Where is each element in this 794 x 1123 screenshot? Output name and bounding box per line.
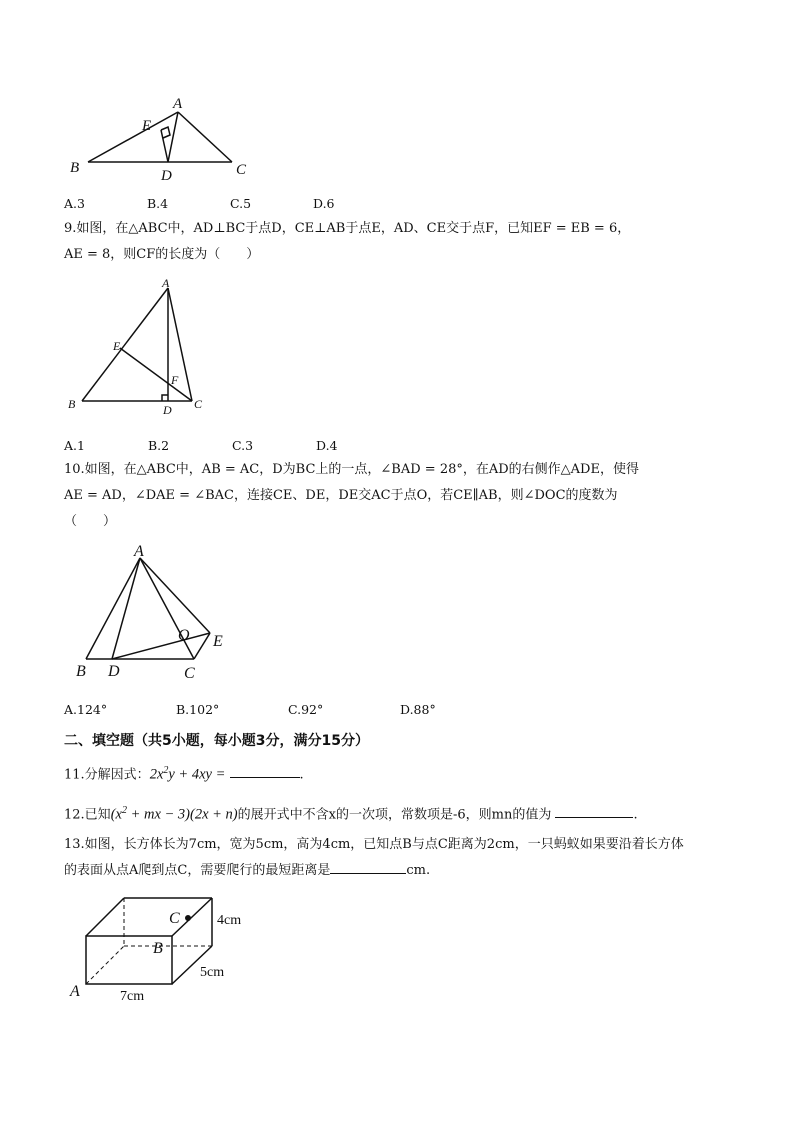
q10-figure bbox=[64, 540, 244, 682]
label-c: C bbox=[169, 910, 180, 927]
q9-line-2: AE = 8，则CF的长度为（ ） bbox=[64, 247, 260, 262]
label-f: F bbox=[171, 373, 179, 387]
q10-option-a[interactable]: A.124° bbox=[64, 702, 108, 717]
q10-triangle-svg bbox=[64, 540, 244, 682]
q10-text bbox=[64, 457, 736, 535]
hidden-edge-bottom-left bbox=[86, 946, 124, 984]
q9-option-d[interactable]: D.4 bbox=[316, 438, 338, 453]
point-c-dot bbox=[185, 915, 191, 921]
label-height: 4cm bbox=[217, 913, 242, 928]
segment-ad bbox=[168, 112, 178, 162]
q10-line-1: 10.如图，在△ABC中，AB = AC，D为BC上的一点，∠BAD = 28°，在AD的右侧作△ADE，使得 bbox=[64, 462, 639, 477]
label-b: B bbox=[68, 397, 76, 411]
q13-line-1: 13.如图，长方体长为7cm，宽为5cm，高为4cm，已知点B与点C距离为2cm，一只蚂蚁如果要沿着长方体 bbox=[64, 837, 684, 852]
q8-option-b[interactable]: B.4 bbox=[147, 196, 169, 211]
q9-option-b[interactable]: B.2 bbox=[148, 438, 170, 453]
q9-text bbox=[64, 216, 736, 268]
label-d: D bbox=[161, 168, 172, 184]
label-width: 5cm bbox=[200, 965, 225, 980]
q12-sup: 2 bbox=[121, 805, 127, 816]
q12-text bbox=[64, 798, 736, 828]
label-a: A bbox=[173, 96, 183, 112]
q8-option-c[interactable]: C.5 bbox=[230, 196, 252, 211]
label-b: B bbox=[153, 940, 163, 957]
label-length: 7cm bbox=[120, 989, 145, 1004]
q12-prefix: 12.已知 bbox=[64, 807, 111, 823]
segment-ad bbox=[112, 558, 140, 659]
segment-ab bbox=[82, 288, 168, 401]
q12-suffix: . bbox=[633, 807, 638, 823]
label-e: E bbox=[113, 339, 121, 353]
segment-ce bbox=[120, 348, 192, 401]
q12-expr-a: (x bbox=[110, 806, 122, 823]
q9-options bbox=[64, 438, 400, 453]
q10-line-3: （ ） bbox=[64, 514, 117, 529]
label-a: A bbox=[162, 276, 170, 290]
q8-triangle-svg bbox=[64, 94, 264, 186]
q13-cuboid-svg bbox=[64, 890, 264, 1006]
q11-suffix: . bbox=[299, 767, 304, 783]
label-a: A bbox=[134, 543, 144, 560]
label-e: E bbox=[213, 633, 223, 650]
q10-option-d[interactable]: D.88° bbox=[400, 702, 436, 717]
label-c: C bbox=[194, 397, 203, 411]
label-d: D bbox=[163, 403, 172, 417]
q11-prefix: 11.分解因式： bbox=[64, 767, 150, 783]
q10-option-b[interactable]: B.102° bbox=[176, 702, 220, 717]
q9-line-1: 9.如图，在△ABC中，AD⊥BC于点D，CE⊥AB于点E，AD、CE交于点F，已知EF = EB = 6， bbox=[64, 221, 631, 236]
q13-text bbox=[64, 832, 736, 884]
label-e: E bbox=[142, 118, 152, 134]
segment-de bbox=[112, 633, 210, 659]
q10-option-c[interactable]: C.92° bbox=[288, 702, 324, 717]
q11-expr-b: y + 4xy = bbox=[168, 766, 226, 783]
q10-line-2: AE = AD，∠DAE = ∠BAC，连接CE、DE，DE交AC于点O，若CE∥AB，则∠DOC的度数为 bbox=[64, 488, 618, 503]
q13-suffix: cm. bbox=[406, 863, 431, 878]
q11-text bbox=[64, 758, 736, 788]
segment-ae bbox=[140, 558, 210, 633]
q12-middle: 的展开式中不含x的一次项，常数项是-6，则mn的值为 bbox=[237, 807, 552, 823]
q9-triangle-svg bbox=[64, 276, 224, 422]
q8-option-a[interactable]: A.3 bbox=[64, 196, 85, 211]
label-d: D bbox=[108, 663, 120, 680]
q9-option-c[interactable]: C.3 bbox=[232, 438, 254, 453]
right-angle-mark bbox=[162, 395, 168, 401]
q9-figure bbox=[64, 276, 224, 422]
q13-line-2-wrap bbox=[64, 858, 736, 884]
q11-sup: 2 bbox=[163, 765, 169, 776]
label-a: A bbox=[70, 983, 80, 1000]
q13-figure bbox=[64, 890, 264, 1006]
segment-ab bbox=[86, 558, 140, 659]
edge-top-left bbox=[86, 898, 124, 936]
q8-options bbox=[64, 196, 396, 211]
q11-answer-blank[interactable] bbox=[230, 763, 300, 778]
label-o: O bbox=[178, 627, 190, 644]
q9-option-a[interactable]: A.1 bbox=[64, 438, 85, 453]
label-c: C bbox=[236, 162, 247, 178]
q10-options bbox=[64, 702, 512, 717]
q12-answer-blank[interactable] bbox=[555, 803, 633, 818]
segment-ac bbox=[178, 112, 232, 162]
q13-answer-blank[interactable] bbox=[330, 859, 406, 874]
q13-line-2: 的表面从点A爬到点C，需要爬行的最短距离是 bbox=[64, 863, 331, 878]
label-b: B bbox=[70, 160, 80, 176]
q8-option-d[interactable]: D.6 bbox=[313, 196, 335, 211]
segment-de bbox=[161, 130, 168, 162]
label-c: C bbox=[184, 665, 195, 682]
q12-expr-b: + mx − 3)(2x + n) bbox=[126, 806, 238, 823]
q11-expr-a: 2x bbox=[149, 766, 164, 783]
label-b: B bbox=[76, 663, 86, 680]
section-heading-fill-in: 二、填空题（共5小题，每小题3分，满分15分） bbox=[64, 733, 369, 749]
q8-figure bbox=[64, 94, 264, 186]
